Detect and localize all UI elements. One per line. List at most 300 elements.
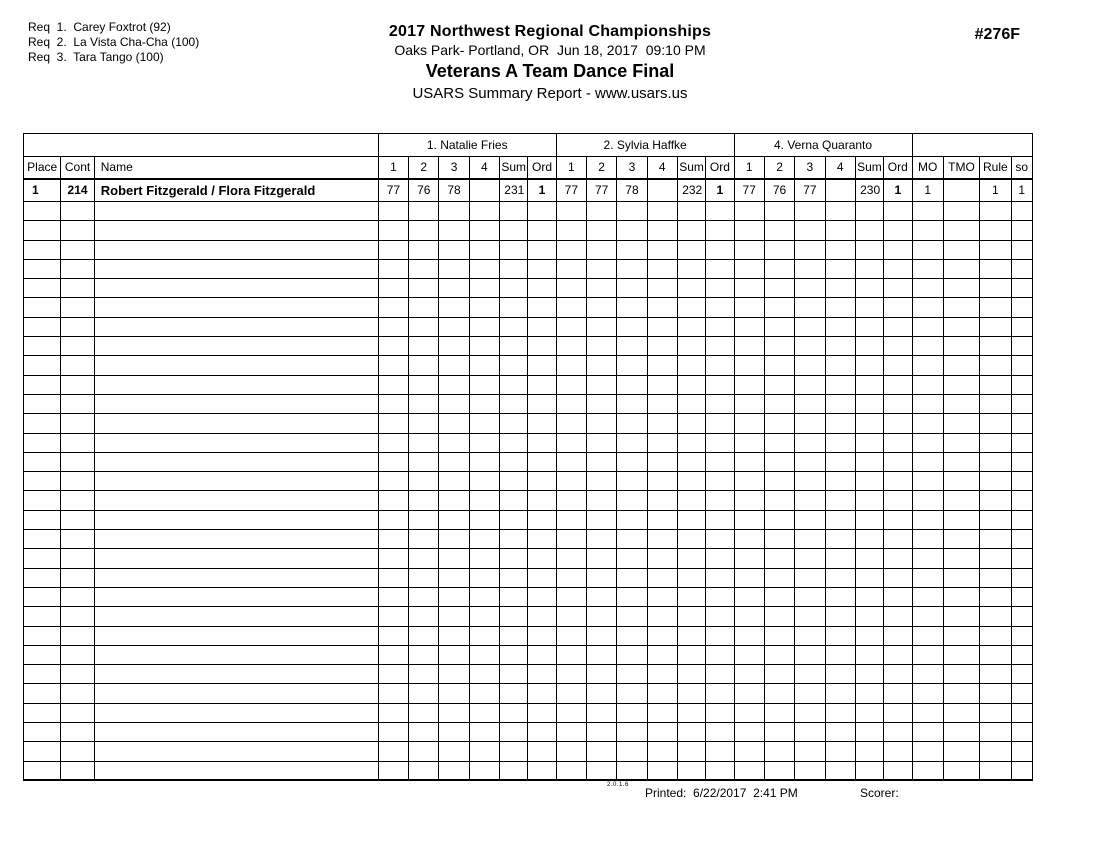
empty-name-cell [94, 684, 378, 703]
empty-right-cell [943, 259, 979, 278]
empty-mark-cell [825, 761, 855, 780]
empty-right-cell [943, 375, 979, 394]
empty-mark-cell [439, 761, 469, 780]
empty-cont-cell [61, 394, 94, 413]
empty-mark-cell [795, 723, 825, 742]
empty-mark-cell [855, 472, 883, 491]
empty-mark-cell [469, 665, 499, 684]
empty-mark-cell [617, 607, 647, 626]
empty-mark-cell [825, 665, 855, 684]
empty-right-cell [912, 452, 943, 471]
empty-mark-cell [647, 568, 677, 587]
empty-mark-cell [409, 607, 439, 626]
empty-right-cell [912, 491, 943, 510]
empty-mark-cell [617, 568, 647, 587]
empty-mark-cell [500, 221, 528, 240]
empty-mark-cell [439, 626, 469, 645]
empty-mark-cell [764, 645, 794, 664]
empty-ord-cell [884, 703, 912, 722]
empty-right-cell [943, 491, 979, 510]
empty-place-cell [24, 742, 61, 761]
empty-place-cell [24, 433, 61, 452]
empty-mark-cell [734, 665, 764, 684]
mo-header: MO [912, 157, 943, 179]
ord-cell: 1 [884, 179, 912, 202]
empty-mark-cell [855, 761, 883, 780]
empty-row [24, 375, 1033, 394]
empty-mark-cell [586, 221, 616, 240]
empty-mark-cell [734, 587, 764, 606]
empty-ord-cell [528, 703, 556, 722]
empty-mark-cell [378, 337, 408, 356]
empty-mark-cell [378, 414, 408, 433]
empty-mark-cell [439, 279, 469, 298]
empty-row [24, 414, 1033, 433]
empty-right-cell [1011, 375, 1032, 394]
empty-mark-cell [586, 626, 616, 645]
empty-mark-cell [378, 240, 408, 259]
empty-mark-cell [469, 202, 499, 221]
empty-right-cell [980, 221, 1011, 240]
ord-header: Ord [884, 157, 912, 179]
mark-header: 1 [556, 157, 586, 179]
empty-mark-cell [556, 317, 586, 336]
empty-mark-cell [586, 549, 616, 568]
empty-mark-cell [677, 414, 705, 433]
empty-cont-cell [61, 452, 94, 471]
empty-mark-cell [764, 742, 794, 761]
empty-mark-cell [825, 375, 855, 394]
empty-mark-cell [378, 703, 408, 722]
empty-mark-cell [795, 510, 825, 529]
empty-mark-cell [734, 761, 764, 780]
empty-mark-cell [556, 337, 586, 356]
empty-ord-cell [884, 626, 912, 645]
empty-mark-cell [617, 298, 647, 317]
empty-mark-cell [439, 723, 469, 742]
empty-mark-cell [469, 375, 499, 394]
empty-mark-cell [764, 279, 794, 298]
empty-mark-cell [378, 491, 408, 510]
empty-mark-cell [469, 337, 499, 356]
empty-right-cell [943, 433, 979, 452]
empty-ord-cell [706, 259, 734, 278]
empty-mark-cell [439, 356, 469, 375]
empty-ord-cell [706, 356, 734, 375]
empty-mark-cell [469, 703, 499, 722]
empty-right-cell [1011, 645, 1032, 664]
empty-mark-cell [586, 742, 616, 761]
empty-mark-cell [795, 703, 825, 722]
empty-place-cell [24, 723, 61, 742]
mark-cell: 77 [586, 179, 616, 202]
empty-mark-cell [556, 414, 586, 433]
empty-name-cell [94, 549, 378, 568]
empty-ord-cell [884, 723, 912, 742]
empty-ord-cell [706, 626, 734, 645]
empty-mark-cell [500, 568, 528, 587]
empty-mark-cell [500, 317, 528, 336]
empty-mark-cell [647, 510, 677, 529]
empty-mark-cell [795, 452, 825, 471]
empty-cont-cell [61, 298, 94, 317]
empty-ord-cell [884, 356, 912, 375]
empty-right-cell [1011, 394, 1032, 413]
empty-mark-cell [855, 607, 883, 626]
empty-right-cell [912, 761, 943, 780]
empty-mark-cell [586, 665, 616, 684]
empty-ord-cell [706, 607, 734, 626]
empty-mark-cell [586, 240, 616, 259]
empty-right-cell [980, 684, 1011, 703]
empty-mark-cell [617, 221, 647, 240]
empty-right-cell [1011, 472, 1032, 491]
empty-ord-cell [706, 684, 734, 703]
empty-mark-cell [677, 452, 705, 471]
empty-mark-cell [617, 645, 647, 664]
empty-mark-cell [409, 530, 439, 549]
empty-mark-cell [586, 510, 616, 529]
empty-mark-cell [439, 259, 469, 278]
scorer-label: Scorer: [860, 786, 899, 800]
empty-mark-cell [378, 356, 408, 375]
empty-mark-cell [734, 375, 764, 394]
empty-ord-cell [884, 202, 912, 221]
empty-mark-cell [647, 665, 677, 684]
empty-mark-cell [825, 684, 855, 703]
empty-mark-cell [734, 530, 764, 549]
mark-header: 3 [795, 157, 825, 179]
empty-mark-cell [556, 452, 586, 471]
empty-ord-cell [884, 452, 912, 471]
empty-name-cell [94, 356, 378, 375]
empty-mark-cell [469, 221, 499, 240]
empty-name-cell [94, 530, 378, 549]
empty-mark-cell [556, 472, 586, 491]
empty-mark-cell [586, 375, 616, 394]
empty-mark-cell [647, 452, 677, 471]
mark-header: 1 [734, 157, 764, 179]
empty-mark-cell [500, 240, 528, 259]
empty-row [24, 452, 1033, 471]
empty-ord-cell [706, 452, 734, 471]
empty-mark-cell [734, 568, 764, 587]
empty-mark-cell [617, 472, 647, 491]
empty-mark-cell [825, 568, 855, 587]
report-title: USARS Summary Report - www.usars.us [412, 85, 688, 102]
empty-mark-cell [825, 317, 855, 336]
empty-mark-cell [469, 414, 499, 433]
empty-place-cell [24, 491, 61, 510]
empty-mark-cell [439, 568, 469, 587]
empty-ord-cell [528, 568, 556, 587]
empty-mark-cell [586, 394, 616, 413]
empty-mark-cell [409, 298, 439, 317]
empty-cont-cell [61, 587, 94, 606]
empty-mark-cell [855, 684, 883, 703]
empty-name-cell [94, 433, 378, 452]
empty-ord-cell [706, 414, 734, 433]
empty-mark-cell [378, 394, 408, 413]
empty-right-cell [943, 742, 979, 761]
mark-header: 4 [647, 157, 677, 179]
empty-mark-cell [795, 684, 825, 703]
empty-cont-cell [61, 742, 94, 761]
sum-cell: 231 [500, 179, 528, 202]
empty-mark-cell [617, 587, 647, 606]
empty-mark-cell [734, 414, 764, 433]
empty-mark-cell [825, 433, 855, 452]
empty-mark-cell [795, 626, 825, 645]
empty-mark-cell [764, 356, 794, 375]
empty-mark-cell [764, 414, 794, 433]
empty-mark-cell [617, 375, 647, 394]
empty-right-cell [912, 337, 943, 356]
sum-cell: 232 [677, 179, 705, 202]
empty-mark-cell [409, 742, 439, 761]
empty-right-cell [1011, 279, 1032, 298]
empty-mark-cell [647, 723, 677, 742]
empty-mark-cell [409, 684, 439, 703]
empty-mark-cell [439, 452, 469, 471]
empty-right-cell [943, 665, 979, 684]
sum-header: Sum [677, 157, 705, 179]
empty-mark-cell [439, 665, 469, 684]
empty-row [24, 240, 1033, 259]
empty-mark-cell [500, 626, 528, 645]
empty-ord-cell [706, 202, 734, 221]
empty-right-cell [1011, 723, 1032, 742]
empty-right-cell [980, 645, 1011, 664]
empty-mark-cell [795, 645, 825, 664]
empty-mark-cell [734, 723, 764, 742]
empty-mark-cell [439, 587, 469, 606]
empty-name-cell [94, 761, 378, 780]
empty-right-cell [1011, 665, 1032, 684]
empty-mark-cell [855, 665, 883, 684]
empty-mark-cell [855, 356, 883, 375]
empty-ord-cell [528, 684, 556, 703]
empty-right-cell [1011, 433, 1032, 452]
empty-mark-cell [764, 626, 794, 645]
empty-cont-cell [61, 510, 94, 529]
empty-mark-cell [825, 510, 855, 529]
empty-mark-cell [825, 452, 855, 471]
empty-mark-cell [734, 317, 764, 336]
empty-ord-cell [706, 337, 734, 356]
empty-right-cell [980, 587, 1011, 606]
empty-mark-cell [825, 298, 855, 317]
empty-place-cell [24, 356, 61, 375]
empty-mark-cell [556, 433, 586, 452]
empty-cont-cell [61, 337, 94, 356]
report-header [0, 22, 1100, 104]
mo-cell: 1 [912, 179, 943, 202]
requirement-1: Req 1. Carey Foxtrot (92) [28, 20, 171, 34]
empty-right-cell [980, 452, 1011, 471]
empty-mark-cell [378, 568, 408, 587]
empty-place-cell [24, 645, 61, 664]
empty-ord-cell [884, 221, 912, 240]
empty-mark-cell [617, 491, 647, 510]
empty-mark-cell [378, 684, 408, 703]
empty-mark-cell [469, 530, 499, 549]
empty-right-cell [943, 298, 979, 317]
empty-cont-cell [61, 240, 94, 259]
empty-right-cell [1011, 298, 1032, 317]
empty-mark-cell [617, 317, 647, 336]
empty-mark-cell [855, 530, 883, 549]
empty-name-cell [94, 375, 378, 394]
empty-mark-cell [617, 626, 647, 645]
empty-mark-cell [795, 472, 825, 491]
empty-ord-cell [528, 240, 556, 259]
empty-right-cell [912, 414, 943, 433]
empty-mark-cell [586, 703, 616, 722]
empty-mark-cell [677, 240, 705, 259]
empty-mark-cell [409, 337, 439, 356]
empty-mark-cell [825, 742, 855, 761]
empty-place-cell [24, 684, 61, 703]
empty-mark-cell [586, 723, 616, 742]
empty-right-cell [1011, 337, 1032, 356]
empty-mark-cell [617, 761, 647, 780]
empty-mark-cell [825, 703, 855, 722]
empty-row [24, 510, 1033, 529]
tmo-cell [943, 179, 979, 202]
empty-mark-cell [556, 221, 586, 240]
empty-mark-cell [764, 375, 794, 394]
data-row [24, 179, 1033, 202]
empty-mark-cell [677, 684, 705, 703]
empty-mark-cell [795, 530, 825, 549]
empty-right-cell [980, 549, 1011, 568]
empty-mark-cell [855, 221, 883, 240]
empty-mark-cell [500, 433, 528, 452]
empty-right-cell [980, 259, 1011, 278]
requirement-2: Req 2. La Vista Cha-Cha (100) [28, 35, 200, 49]
empty-cont-cell [61, 568, 94, 587]
empty-mark-cell [586, 279, 616, 298]
empty-mark-cell [764, 684, 794, 703]
empty-mark-cell [586, 298, 616, 317]
empty-right-cell [980, 703, 1011, 722]
empty-mark-cell [617, 549, 647, 568]
empty-mark-cell [677, 221, 705, 240]
empty-right-cell [980, 530, 1011, 549]
empty-ord-cell [528, 626, 556, 645]
empty-mark-cell [734, 433, 764, 452]
software-version: 2.0.1.6 [607, 782, 629, 788]
empty-mark-cell [855, 491, 883, 510]
empty-place-cell [24, 587, 61, 606]
empty-mark-cell [439, 202, 469, 221]
empty-name-cell [94, 742, 378, 761]
empty-right-cell [943, 279, 979, 298]
empty-right-cell [1011, 684, 1032, 703]
empty-mark-cell [795, 202, 825, 221]
empty-mark-cell [409, 703, 439, 722]
empty-mark-cell [795, 742, 825, 761]
empty-place-cell [24, 607, 61, 626]
empty-mark-cell [500, 703, 528, 722]
empty-mark-cell [556, 510, 586, 529]
empty-mark-cell [825, 472, 855, 491]
empty-mark-cell [409, 394, 439, 413]
empty-mark-cell [439, 472, 469, 491]
empty-right-cell [943, 626, 979, 645]
place-cell: 1 [24, 179, 61, 202]
empty-row [24, 279, 1033, 298]
empty-mark-cell [855, 240, 883, 259]
empty-ord-cell [884, 375, 912, 394]
empty-right-cell [980, 665, 1011, 684]
empty-right-cell [912, 684, 943, 703]
empty-row [24, 298, 1033, 317]
empty-mark-cell [617, 452, 647, 471]
empty-mark-cell [855, 279, 883, 298]
empty-mark-cell [556, 279, 586, 298]
empty-ord-cell [884, 549, 912, 568]
empty-mark-cell [500, 202, 528, 221]
empty-right-cell [912, 723, 943, 742]
empty-mark-cell [617, 414, 647, 433]
empty-place-cell [24, 279, 61, 298]
empty-ord-cell [706, 394, 734, 413]
empty-cont-cell [61, 530, 94, 549]
empty-mark-cell [795, 587, 825, 606]
empty-mark-cell [500, 356, 528, 375]
empty-right-cell [1011, 549, 1032, 568]
mark-cell [825, 179, 855, 202]
empty-mark-cell [825, 549, 855, 568]
empty-mark-cell [556, 356, 586, 375]
empty-mark-cell [556, 684, 586, 703]
empty-ord-cell [528, 433, 556, 452]
empty-mark-cell [764, 317, 794, 336]
empty-mark-cell [469, 394, 499, 413]
empty-mark-cell [764, 510, 794, 529]
empty-cont-cell [61, 375, 94, 394]
empty-mark-cell [409, 356, 439, 375]
empty-right-cell [980, 279, 1011, 298]
empty-mark-cell [825, 356, 855, 375]
empty-mark-cell [469, 317, 499, 336]
empty-name-cell [94, 491, 378, 510]
empty-mark-cell [469, 452, 499, 471]
empty-name-cell [94, 202, 378, 221]
empty-mark-cell [556, 394, 586, 413]
empty-mark-cell [677, 530, 705, 549]
empty-mark-cell [734, 240, 764, 259]
empty-place-cell [24, 375, 61, 394]
empty-ord-cell [706, 549, 734, 568]
empty-mark-cell [764, 587, 794, 606]
empty-mark-cell [439, 607, 469, 626]
empty-mark-cell [409, 761, 439, 780]
empty-mark-cell [795, 279, 825, 298]
empty-mark-cell [795, 549, 825, 568]
empty-ord-cell [884, 761, 912, 780]
empty-mark-cell [764, 703, 794, 722]
place-header: Place [24, 157, 61, 179]
empty-mark-cell [469, 298, 499, 317]
empty-right-cell [912, 259, 943, 278]
empty-mark-cell [500, 723, 528, 742]
empty-right-cell [943, 202, 979, 221]
empty-ord-cell [706, 510, 734, 529]
judge-name-2: 2. Sylvia Haffke [556, 134, 734, 157]
